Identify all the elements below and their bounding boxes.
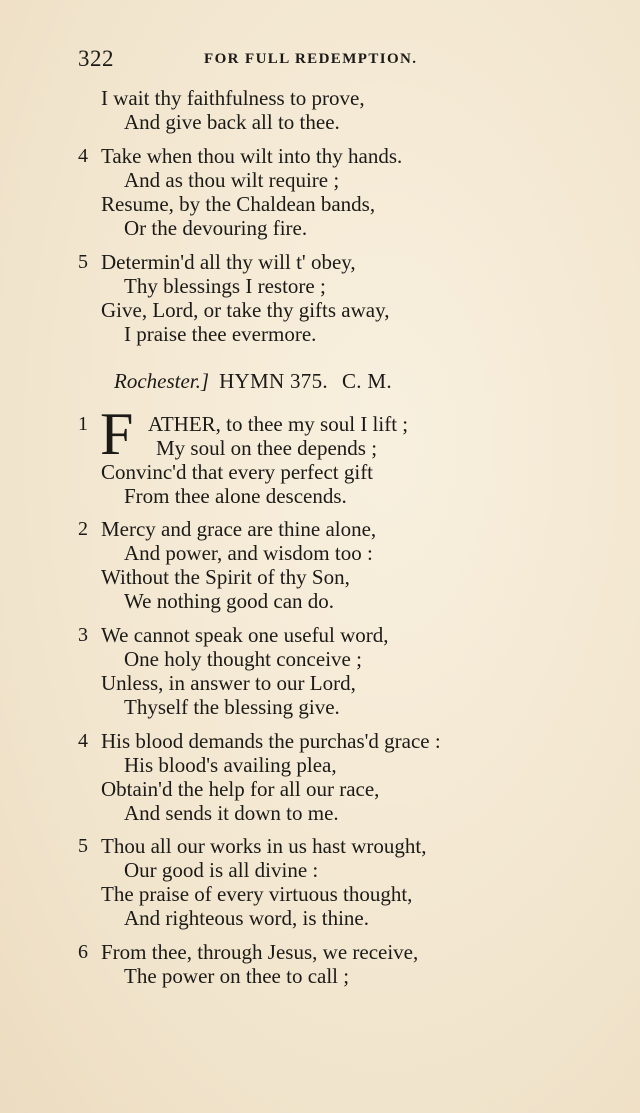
page-header <box>78 46 478 74</box>
verse-line: Unless, in answer to our Lord, <box>101 671 356 695</box>
verse-line: His blood demands the purchas'd grace : <box>101 729 441 753</box>
verse-line: ATHER, to thee my soul I lift ; <box>148 412 409 436</box>
verse-line: Thou all our works in us hast wrought, <box>101 834 427 858</box>
verse-line: And power, and wisdom too : <box>124 541 373 565</box>
stanza-number: 5 <box>78 835 88 857</box>
tune-name: Rochester.] <box>114 369 210 393</box>
verse-line: The power on thee to call ; <box>124 964 350 988</box>
verse-line: Mercy and grace are thine alone, <box>101 517 377 541</box>
verse-line: Take when thou wilt into thy hands. <box>101 144 403 168</box>
verse-line: Thyself the blessing give. <box>124 695 340 719</box>
verse-line: We nothing good can do. <box>124 589 335 613</box>
running-head: FOR FULL REDEMPTION. <box>204 51 418 67</box>
stanza-number: 4 <box>78 730 88 752</box>
hymn-title: HYMN 375. <box>219 369 328 393</box>
stanza-number: 6 <box>78 941 88 963</box>
verse-line: Our good is all divine : <box>124 858 319 882</box>
verse-line: Without the Spirit of thy Son, <box>101 565 350 589</box>
stanza-number: 1 <box>78 413 88 435</box>
drop-cap: F <box>100 401 134 467</box>
verse-line: My soul on thee depends ; <box>156 436 378 460</box>
verse-line: Or the devouring fire. <box>124 216 308 240</box>
verse-line: His blood's availing plea, <box>124 753 337 777</box>
verse-line: I praise thee evermore. <box>124 322 317 346</box>
carryover-line: I wait thy faithfulness to prove, <box>101 86 365 110</box>
verse-line: Thy blessings I restore ; <box>124 274 326 298</box>
stanza-number: 3 <box>78 624 88 646</box>
verse-line: And sends it down to me. <box>124 801 339 825</box>
verse-line: Give, Lord, or take thy gifts away, <box>101 298 390 322</box>
verse-line: The praise of every virtuous thought, <box>101 882 413 906</box>
verse-line: Convinc'd that every perfect gift <box>101 460 374 484</box>
verse-line: From thee, through Jesus, we receive, <box>101 940 419 964</box>
page-number: 322 <box>78 46 114 71</box>
verse-line: Resume, by the Chaldean bands, <box>101 192 376 216</box>
stanza-number: 4 <box>78 145 88 167</box>
verse-line: And as thou wilt require ; <box>124 168 340 192</box>
verse-line: From thee alone descends. <box>124 484 347 508</box>
verse-line: And righteous word, is thine. <box>124 906 369 930</box>
verse-line: Determin'd all thy will t' obey, <box>101 250 356 274</box>
verse-line: We cannot speak one useful word, <box>101 623 389 647</box>
verse-line: Obtain'd the help for all our race, <box>101 777 380 801</box>
stanza-number: 5 <box>78 251 88 273</box>
stanza-number: 2 <box>78 518 88 540</box>
carryover-line: And give back all to thee. <box>124 110 340 134</box>
hymn-heading <box>114 369 392 393</box>
verse-line: One holy thought conceive ; <box>124 647 362 671</box>
hymn-meter: C. M. <box>341 369 392 393</box>
